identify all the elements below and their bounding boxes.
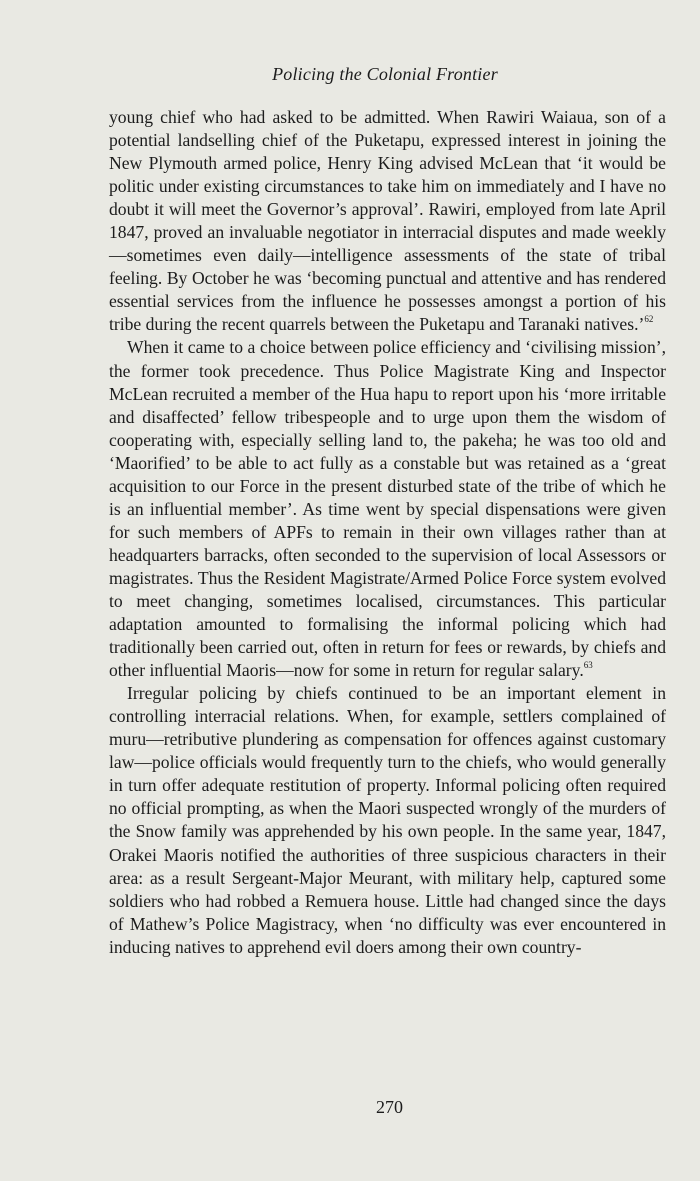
running-head: Policing the Colonial Frontier <box>272 64 498 84</box>
page-number: 270 <box>376 1097 403 1117</box>
paragraph-1-text: young chief who had asked to be admitted. When Rawiri Waiaua, son of a potential landselling chief of the Puketapu, expressed interest in joining the New Plymouth armed police, Henry King advised McLean that ‘it would be politic under existing circumstances to take him on immediately and I have no doubt it will meet the Governor’s approval’. Rawiri, employed from late April 1847, proved an invaluable negotiator in interracial disputes and made weekly—sometimes even daily—intelligence assessments of the state of tribal feeling. By October he was ‘becoming punctual and attentive and has rendered essential services from the influence he possesses amongst a portion of his tribe during the recent quarrels between the Puketapu and Taranaki natives.’ <box>109 107 666 335</box>
footnote-ref-62[interactable]: 62 <box>644 314 654 325</box>
paragraph-2-text: When it came to a choice between police efficiency and ‘civilising mission’, the former took precedence. Thus Police Magistrate King and Inspector McLean recruited a member of the Hua hapu to report upon his ‘more irritable and disaffected’ fellow tribespeople and to urge upon them the wisdom of cooperating with, especially selling land to, the pakeha; he was too old and ‘Maorified’ to be able to act fully as a constable but was retained as a ‘great acquisition to our Force in the present disturbed state of the tribe of which he is an influential member’. As time went by special dispensations were given for such members of APFs to remain in their own villages rather than at headquarters barracks, often seconded to the supervision of local Assessors or magistrates. Thus the Resident Magistrate/Armed Police Force system evolved to meet changing, sometimes localised, circumstances. This particular adaptation amounted to formalising the informal policing which had traditionally been carried out, often in return for fees or rewards, by chiefs and other influential Maoris—now for some in return for regular salary. <box>109 337 666 681</box>
footnote-ref-63[interactable]: 63 <box>583 660 593 671</box>
body-text <box>109 106 666 959</box>
paragraph-3 <box>109 682 666 959</box>
paragraph-2 <box>109 336 666 682</box>
paragraph-1 <box>109 106 666 336</box>
paragraph-3-text: Irregular policing by chiefs continued to be an important element in controlling interracial relations. When, for example, settlers complained of muru—retributive plundering as compensation for offences against customary law—police officials would frequently turn to the chiefs, who would generally in turn offer adequate restitution of property. Informal policing often required no official prompting, as when the Maori suspected wrongly of the murders of the Snow family was apprehended by his own people. In the same year, 1847, Orakei Maoris notified the authorities of three suspicious characters in their area: as a result Sergeant-Major Meurant, with military help, captured some soldiers who had robbed a Remuera house. Little had changed since the days of Mathew’s Police Magistracy, when ‘no difficulty was ever encountered in inducing natives to apprehend evil doers among their own country- <box>109 683 666 957</box>
